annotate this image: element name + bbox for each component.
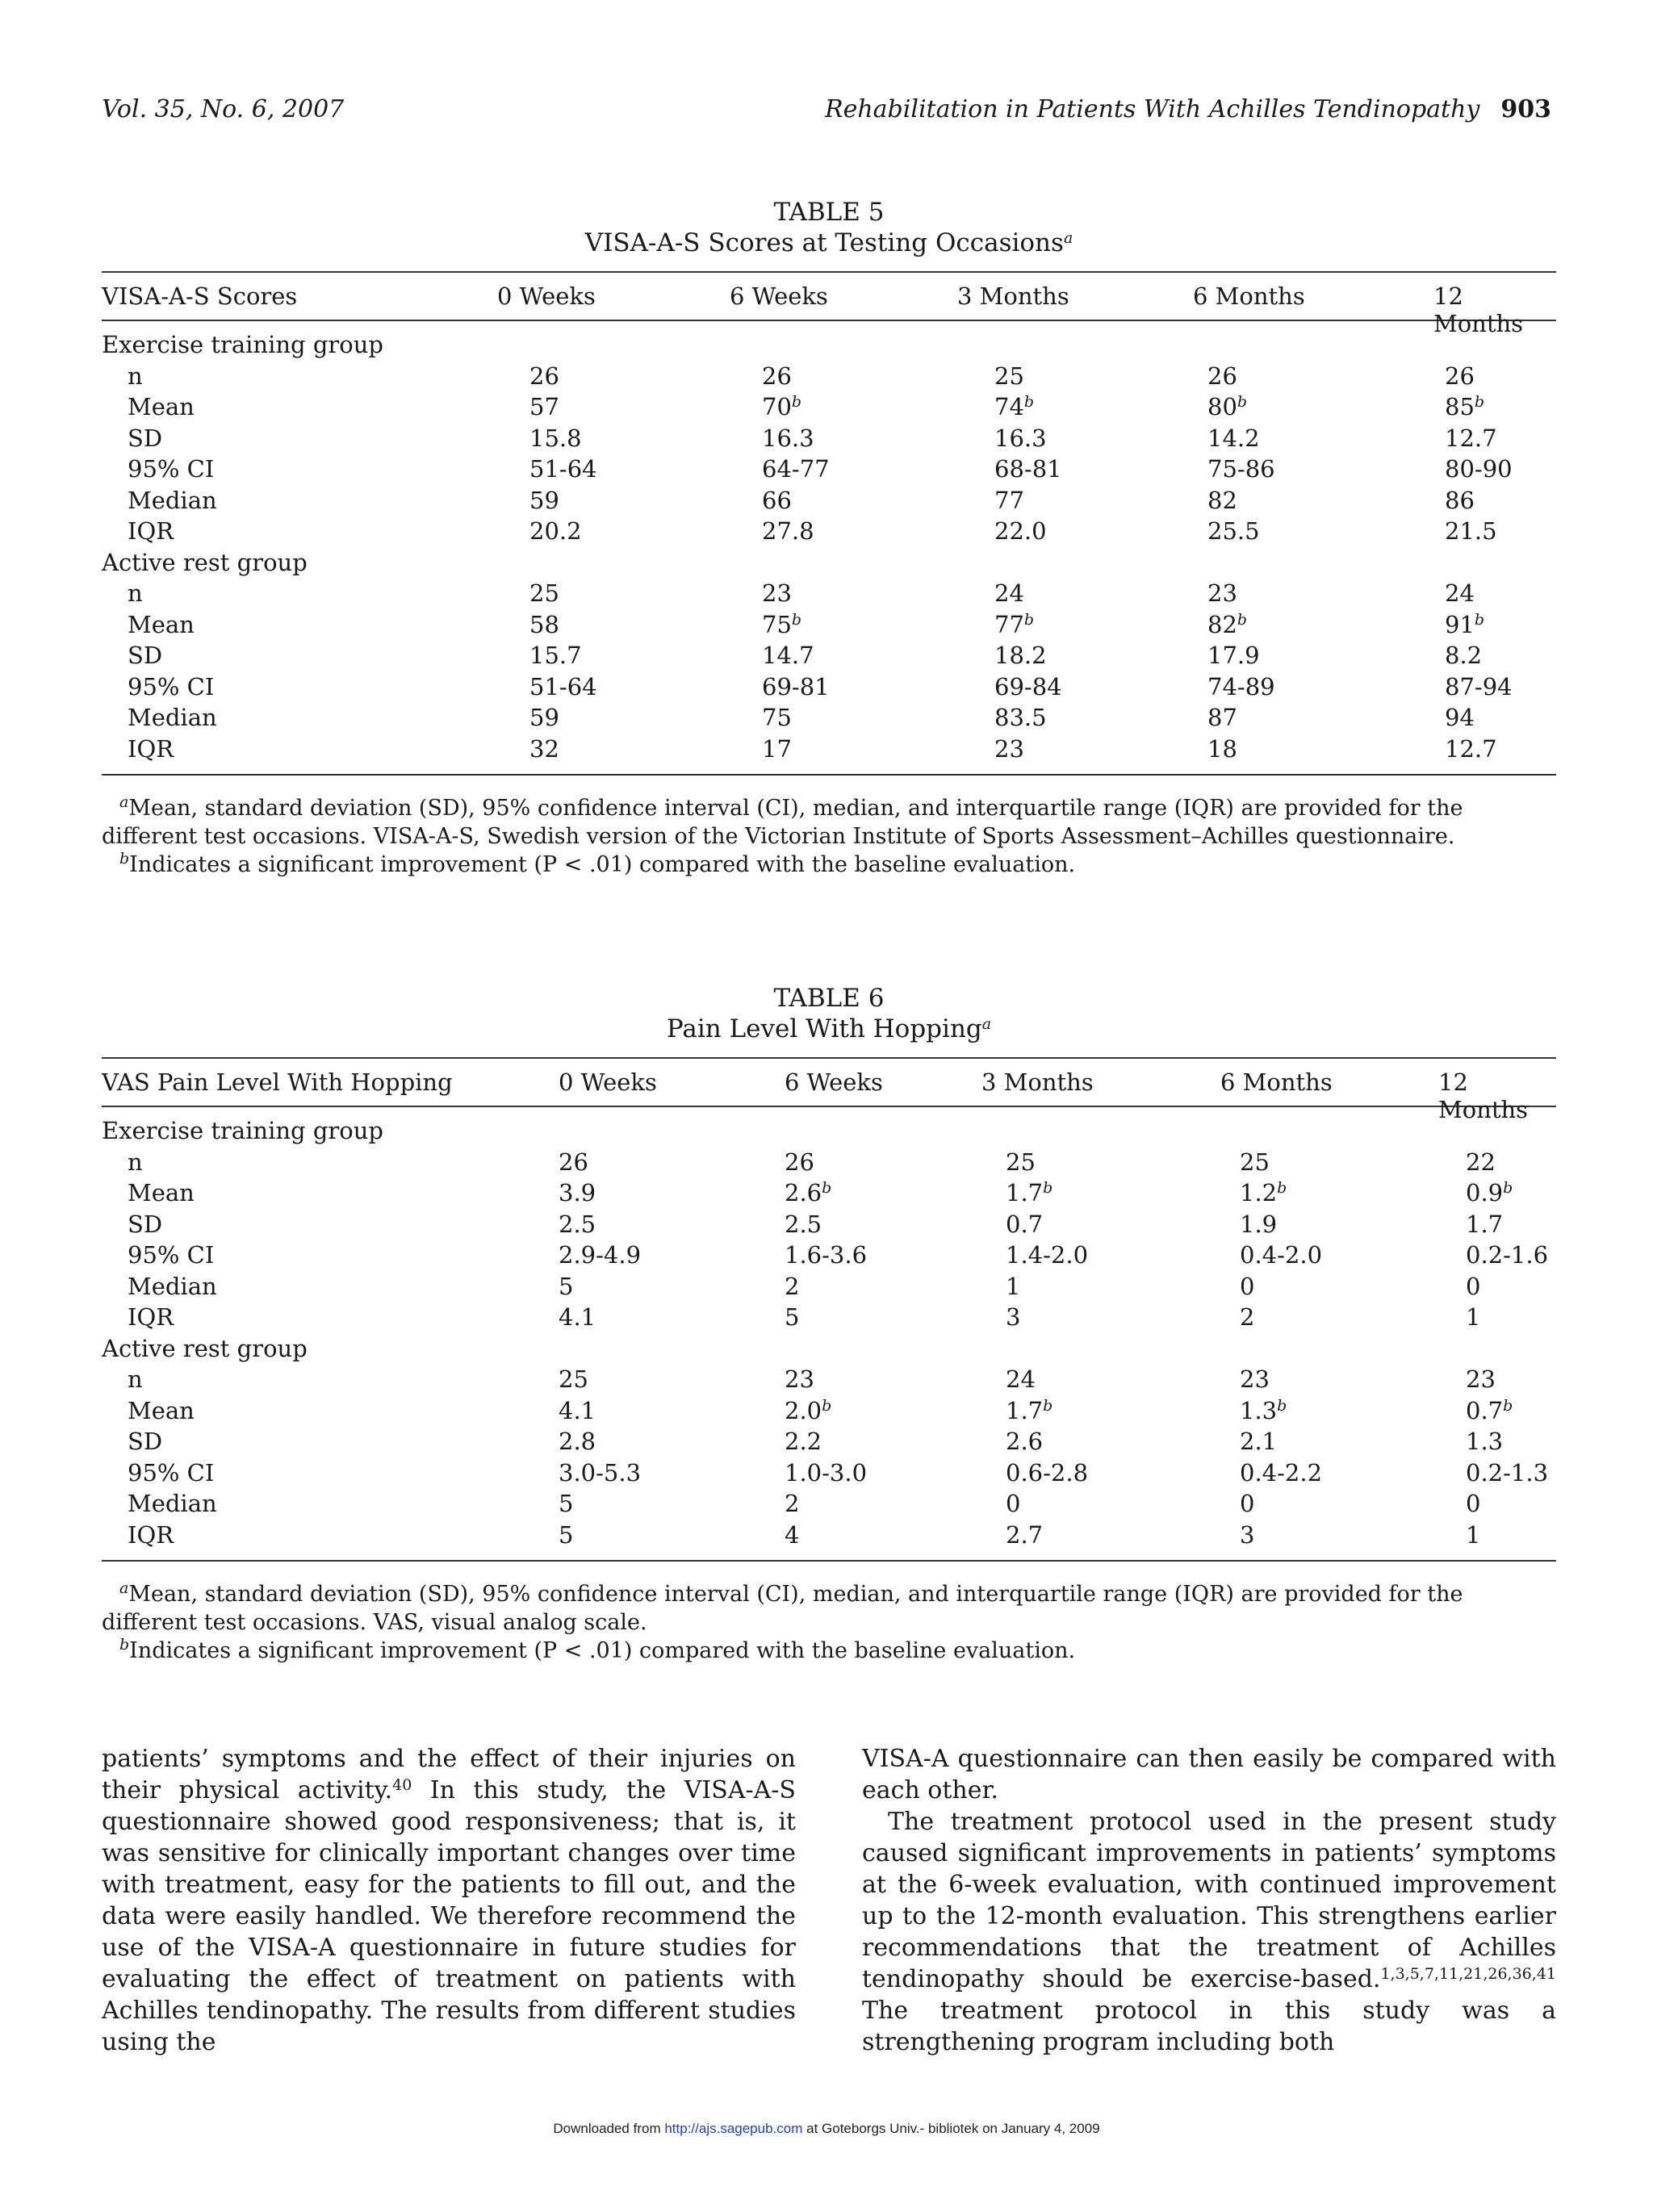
significance-marker: b <box>1503 1179 1513 1197</box>
table-cell: 14.7 <box>762 642 814 669</box>
running-title: Rehabilitation in Patients With Achilles Tendinopathy <box>825 95 1480 123</box>
table-cell: 3 <box>1240 1520 1255 1549</box>
column-header: 3 Months <box>981 1068 1094 1096</box>
table-5-body <box>102 321 1556 774</box>
table-cell: 5 <box>559 1272 574 1300</box>
table-6-footnote-a: $^a$Mean, standard deviation (SD), 95% confidence interval (CI), median, and interquartile range (IQR) are provided for the different test occasions. VAS, visual analog scale. <box>102 1579 1463 1635</box>
table-cell: 4.1 <box>559 1396 596 1424</box>
table-cell: 69-84 <box>994 672 1062 700</box>
column-header: 6 Weeks <box>730 282 828 310</box>
table-5-title: VISA-A-S Scores at Testing Occasions$^a$ <box>584 228 1073 257</box>
table-row <box>102 1302 1556 1333</box>
body-paragraph: patients’ symptoms and the effect of their injuries on their physical activity.$^{40}$ In this study, the VISA-A-S questionnaire showed good responsiveness; that is, it was sensitive for clinically important changes over time with treatment, easy for the patients to fill out, and the data were easily handled. We therefore recommend the use of the VISA-A questionnaire in future studies for evaluating the effect of treatment on patients with Achilles tendinopathy. The results from different studies using the <box>102 1745 796 2056</box>
table-cell: 16.3 <box>762 424 814 452</box>
table-cell: 2.6 <box>1006 1428 1044 1455</box>
table-cell: 26 <box>785 1148 814 1176</box>
page-number: 903 <box>1500 95 1551 123</box>
table-row <box>102 640 1556 671</box>
significance-marker: b <box>1237 610 1248 629</box>
table-cell: 25 <box>1240 1148 1270 1176</box>
table-cell: 1.3$^b$ <box>1240 1396 1287 1424</box>
table-cell: 24 <box>1006 1365 1036 1393</box>
table-cell: 2.1 <box>1240 1428 1278 1455</box>
column-header: 6 Weeks <box>785 1068 883 1096</box>
table-cell: 1 <box>1466 1303 1481 1331</box>
table-row <box>102 1147 1556 1178</box>
table-cell: 1 <box>1466 1520 1481 1549</box>
table-cell: 16.3 <box>994 424 1047 452</box>
table-6-header-row <box>102 1059 1556 1123</box>
table-cell: 26 <box>559 1148 588 1176</box>
table-cell: 1.2$^b$ <box>1240 1179 1287 1206</box>
table-cell: 2.6$^b$ <box>785 1179 832 1206</box>
running-header <box>102 95 1551 136</box>
table-cell: 18.2 <box>994 642 1047 669</box>
table-cell: 57 <box>529 393 559 420</box>
row-label: SD <box>128 642 163 669</box>
column-header: 0 Weeks <box>559 1068 657 1096</box>
row-label: Mean <box>128 1179 195 1206</box>
table-6-label: TABLE 6 <box>773 984 885 1013</box>
table-row <box>102 1426 1556 1457</box>
table-cell: 24 <box>994 579 1024 607</box>
table-cell: 2.8 <box>559 1428 596 1455</box>
table-row <box>102 1209 1556 1240</box>
table-cell: 75 <box>762 704 792 731</box>
table-cell: 94 <box>1445 704 1475 731</box>
table-cell: 15.7 <box>529 642 582 669</box>
table-cell: 1.7$^b$ <box>1006 1179 1053 1206</box>
table-cell: 26 <box>529 362 559 390</box>
table-cell: 0.6-2.8 <box>1006 1458 1089 1487</box>
row-label: Median <box>128 704 217 731</box>
table-cell: 2 <box>785 1490 800 1517</box>
table-cell: 1.4-2.0 <box>1006 1241 1089 1269</box>
table-cell: 25 <box>1006 1148 1036 1176</box>
table-row <box>102 1488 1556 1520</box>
table-cell: 23 <box>785 1365 814 1393</box>
table-cell: 0.4-2.2 <box>1240 1458 1323 1487</box>
column-header: 12 Months <box>1438 1068 1529 1123</box>
table-cell: 0.2-1.3 <box>1466 1458 1549 1487</box>
running-title-block <box>825 95 1551 123</box>
table-5-bottom-rule <box>102 774 1556 776</box>
table-cell: 2.7 <box>1006 1520 1044 1549</box>
table-cell: 83.5 <box>994 704 1047 731</box>
row-label: SD <box>128 424 163 452</box>
column-header: 6 Months <box>1220 1068 1333 1096</box>
significance-marker: b <box>1474 610 1485 629</box>
table-cell: 64-77 <box>762 455 830 483</box>
table-row <box>102 1177 1556 1209</box>
table-cell: 32 <box>529 734 559 763</box>
row-label: 95% CI <box>128 455 215 483</box>
table-cell: 0.4-2.0 <box>1240 1241 1323 1269</box>
table-row <box>102 485 1556 516</box>
table-cell: 24 <box>1445 579 1475 607</box>
table-cell: 0 <box>1466 1272 1481 1300</box>
table-cell: 2.2 <box>785 1428 822 1455</box>
table-row <box>102 454 1556 485</box>
table-cell: 12.7 <box>1445 734 1497 763</box>
row-label: Mean <box>128 1396 195 1424</box>
table-cell: 22 <box>1466 1148 1496 1176</box>
table-cell: 26 <box>1445 362 1475 390</box>
table-5-header-row <box>102 273 1556 337</box>
table-cell: 86 <box>1445 486 1475 514</box>
table-row <box>102 609 1556 641</box>
significance-marker: b <box>822 1179 832 1197</box>
table-cell: 2 <box>785 1272 800 1300</box>
table-cell: 87-94 <box>1445 672 1513 700</box>
table-cell: 23 <box>1240 1365 1270 1393</box>
table-cell: 25 <box>529 579 559 607</box>
significance-marker: b <box>791 610 802 629</box>
table-cell: 2 <box>1240 1303 1255 1331</box>
table-row <box>102 1271 1556 1303</box>
table-cell: 22.0 <box>994 517 1047 545</box>
table-cell: 51-64 <box>529 672 597 700</box>
table-cell: 51-64 <box>529 455 597 483</box>
table-cell: 75-86 <box>1207 455 1275 483</box>
group-heading: Active rest group <box>102 548 308 576</box>
table-cell: 74$^b$ <box>994 393 1035 420</box>
significance-marker: b <box>1023 393 1035 411</box>
column-header-label: VISA-A-S Scores <box>102 282 298 310</box>
table-6 <box>102 983 1556 1562</box>
table-cell: 0 <box>1466 1490 1481 1517</box>
table-row <box>102 1520 1556 1551</box>
significance-marker: b <box>1043 1179 1053 1197</box>
column-header: 3 Months <box>957 282 1069 310</box>
table-cell: 77$^b$ <box>994 610 1035 638</box>
significance-marker: b <box>791 393 802 411</box>
table-row <box>102 702 1556 734</box>
table-cell: 1.7$^b$ <box>1006 1396 1053 1424</box>
download-source-link[interactable]: http://ajs.sagepub.com <box>664 2121 803 2136</box>
table-row <box>102 1395 1556 1427</box>
column-header: 12 Months <box>1433 282 1524 337</box>
table-cell: 82$^b$ <box>1207 610 1248 638</box>
table-cell: 74-89 <box>1207 672 1275 700</box>
table-cell: 23 <box>1466 1365 1496 1393</box>
table-cell: 25 <box>994 362 1024 390</box>
group-heading: Exercise training group <box>102 331 383 358</box>
table-row <box>102 734 1556 765</box>
body-column-right <box>862 1743 1556 2058</box>
table-row <box>102 423 1556 454</box>
table-6-bottom-rule <box>102 1560 1556 1562</box>
table-cell: 2.5 <box>785 1210 822 1238</box>
column-header: 0 Weeks <box>497 282 596 310</box>
table-cell: 58 <box>529 610 559 638</box>
table-cell: 0 <box>1006 1490 1021 1517</box>
table-cell: 1.7 <box>1466 1210 1504 1238</box>
table-cell: 80$^b$ <box>1207 393 1248 420</box>
table-cell: 17 <box>762 734 792 763</box>
table-cell: 26 <box>762 362 792 390</box>
significance-marker: b <box>1503 1396 1513 1415</box>
table-cell: 2.5 <box>559 1210 596 1238</box>
table-cell: 25 <box>559 1365 588 1393</box>
significance-marker: b <box>1237 393 1248 411</box>
table-row <box>102 361 1556 392</box>
table-cell: 1.6-3.6 <box>785 1241 868 1269</box>
table-cell: 3.9 <box>559 1179 596 1206</box>
table-cell: 3 <box>1006 1303 1021 1331</box>
table-cell: 5 <box>785 1303 800 1331</box>
table-cell: 59 <box>529 486 559 514</box>
table-cell: 69-81 <box>762 672 830 700</box>
table-6-body <box>102 1107 1556 1560</box>
row-label: IQR <box>128 1520 174 1549</box>
table-cell: 17.9 <box>1207 642 1260 669</box>
table-cell: 14.2 <box>1207 424 1260 452</box>
column-header: 6 Months <box>1193 282 1305 310</box>
table-row <box>102 1364 1556 1395</box>
row-label: Median <box>128 1490 217 1517</box>
row-label: n <box>128 1365 143 1393</box>
group-heading: Active rest group <box>102 1334 308 1362</box>
body-paragraph: VISA-A questionnaire can then easily be compared with each other. <box>862 1745 1556 1804</box>
table-cell: 0.9$^b$ <box>1466 1179 1513 1206</box>
row-label: n <box>128 579 143 607</box>
table-row <box>102 391 1556 423</box>
row-label: n <box>128 1148 143 1176</box>
row-label: n <box>128 362 143 390</box>
table-cell: 77 <box>994 486 1024 514</box>
group-heading: Exercise training group <box>102 1117 383 1144</box>
table-cell: 0.7 <box>1006 1210 1044 1238</box>
table-cell: 2.0$^b$ <box>785 1396 832 1424</box>
significance-marker: b <box>1474 393 1485 411</box>
column-header-label: VAS Pain Level With Hopping <box>102 1068 453 1096</box>
table-cell: 91$^b$ <box>1445 610 1485 638</box>
table-cell: 27.8 <box>762 517 814 545</box>
table-cell: 87 <box>1207 704 1237 731</box>
group-heading-row <box>102 329 1556 361</box>
significance-marker: b <box>1043 1396 1053 1415</box>
table-5-footnote-b: $^b$Indicates a significant improvement (P < .01) compared with the baseline evaluation. <box>119 850 1076 877</box>
table-6-footnotes <box>102 1580 1556 1665</box>
table-cell: 5 <box>559 1490 574 1517</box>
table-cell: 12.7 <box>1445 424 1497 452</box>
row-label: 95% CI <box>128 1241 215 1269</box>
row-label: 95% CI <box>128 1458 215 1487</box>
table-6-footnote-b: $^b$Indicates a significant improvement (P < .01) compared with the baseline evaluation. <box>119 1636 1076 1663</box>
table-cell: 68-81 <box>994 455 1062 483</box>
table-cell: 20.2 <box>529 517 582 545</box>
table-cell: 0.2-1.6 <box>1466 1241 1549 1269</box>
table-cell: 75$^b$ <box>762 610 802 638</box>
table-cell: 23 <box>1207 579 1237 607</box>
table-cell: 18 <box>1207 734 1237 763</box>
significance-marker: b <box>1277 1179 1287 1197</box>
table-5-caption <box>102 197 1556 258</box>
table-5-footnote-a: $^a$Mean, standard deviation (SD), 95% confidence interval (CI), median, and interquartile range (IQR) are provided for the different test occasions. VISA-A-S, Swedish version of the Victorian Institute of Sports Assessment–Achilles questionnaire. <box>102 793 1463 849</box>
body-column-left <box>102 1743 796 2058</box>
table-cell: 82 <box>1207 486 1237 514</box>
journal-volume: Vol. 35, No. 6, 2007 <box>102 95 345 123</box>
table-cell: 15.8 <box>529 424 582 452</box>
table-cell: 66 <box>762 486 792 514</box>
body-paragraph: The treatment protocol used in the present study caused significant improvements in patients’ symptoms at the 6-week evaluation, with continued improvement up to the 12-month evaluation. This strengthens earlier recommendations that the treatment of Achilles tendinopathy should be exercise-based.$^{1,3,5,7,11,21,26,36,41}$ The treatment protocol in this study was a strengthening program including both <box>862 1808 1556 2056</box>
table-row <box>102 1240 1556 1271</box>
group-heading-row <box>102 1333 1556 1365</box>
significance-marker: b <box>1023 610 1035 629</box>
table-5 <box>102 197 1556 776</box>
table-cell: 3.0-5.3 <box>559 1458 642 1487</box>
table-cell: 59 <box>529 704 559 731</box>
table-cell: 0.7$^b$ <box>1466 1396 1513 1424</box>
significance-marker: b <box>822 1396 832 1415</box>
row-label: IQR <box>128 517 174 545</box>
table-row <box>102 671 1556 703</box>
table-6-caption <box>102 983 1556 1044</box>
row-label: SD <box>128 1428 163 1455</box>
table-5-footnotes <box>102 794 1556 879</box>
table-5-label: TABLE 5 <box>773 198 885 227</box>
row-label: Median <box>128 1272 217 1300</box>
significance-marker: b <box>1277 1396 1287 1415</box>
table-cell: 5 <box>559 1520 574 1549</box>
group-heading-row <box>102 1115 1556 1147</box>
row-label: IQR <box>128 1303 174 1331</box>
table-cell: 80-90 <box>1445 455 1513 483</box>
group-heading-row <box>102 547 1556 579</box>
download-notice: Downloaded from http://ajs.sagepub.com at Goteborgs Univ.- bibliotek on January 4, 2009 <box>553 2121 1100 2136</box>
table-cell: 70$^b$ <box>762 393 802 420</box>
table-cell: 25.5 <box>1207 517 1260 545</box>
table-cell: 1.0-3.0 <box>785 1458 868 1487</box>
table-cell: 8.2 <box>1445 642 1483 669</box>
row-label: Median <box>128 486 217 514</box>
table-cell: 23 <box>762 579 792 607</box>
row-label: SD <box>128 1210 163 1238</box>
row-label: 95% CI <box>128 672 215 700</box>
table-cell: 0 <box>1240 1272 1255 1300</box>
table-cell: 2.9-4.9 <box>559 1241 642 1269</box>
table-row <box>102 1457 1556 1489</box>
table-cell: 4.1 <box>559 1303 596 1331</box>
table-cell: 23 <box>994 734 1024 763</box>
row-label: Mean <box>128 393 195 420</box>
table-6-title: Pain Level With Hopping$^a$ <box>666 1014 992 1043</box>
table-cell: 21.5 <box>1445 517 1497 545</box>
table-cell: 26 <box>1207 362 1237 390</box>
table-cell: 4 <box>785 1520 800 1549</box>
table-cell: 0 <box>1240 1490 1255 1517</box>
row-label: IQR <box>128 734 174 763</box>
table-row <box>102 578 1556 609</box>
table-cell: 85$^b$ <box>1445 393 1485 420</box>
table-cell: 1.3 <box>1466 1428 1504 1455</box>
table-cell: 1.9 <box>1240 1210 1278 1238</box>
table-row <box>102 516 1556 547</box>
row-label: Mean <box>128 610 195 638</box>
table-cell: 1 <box>1006 1272 1021 1300</box>
